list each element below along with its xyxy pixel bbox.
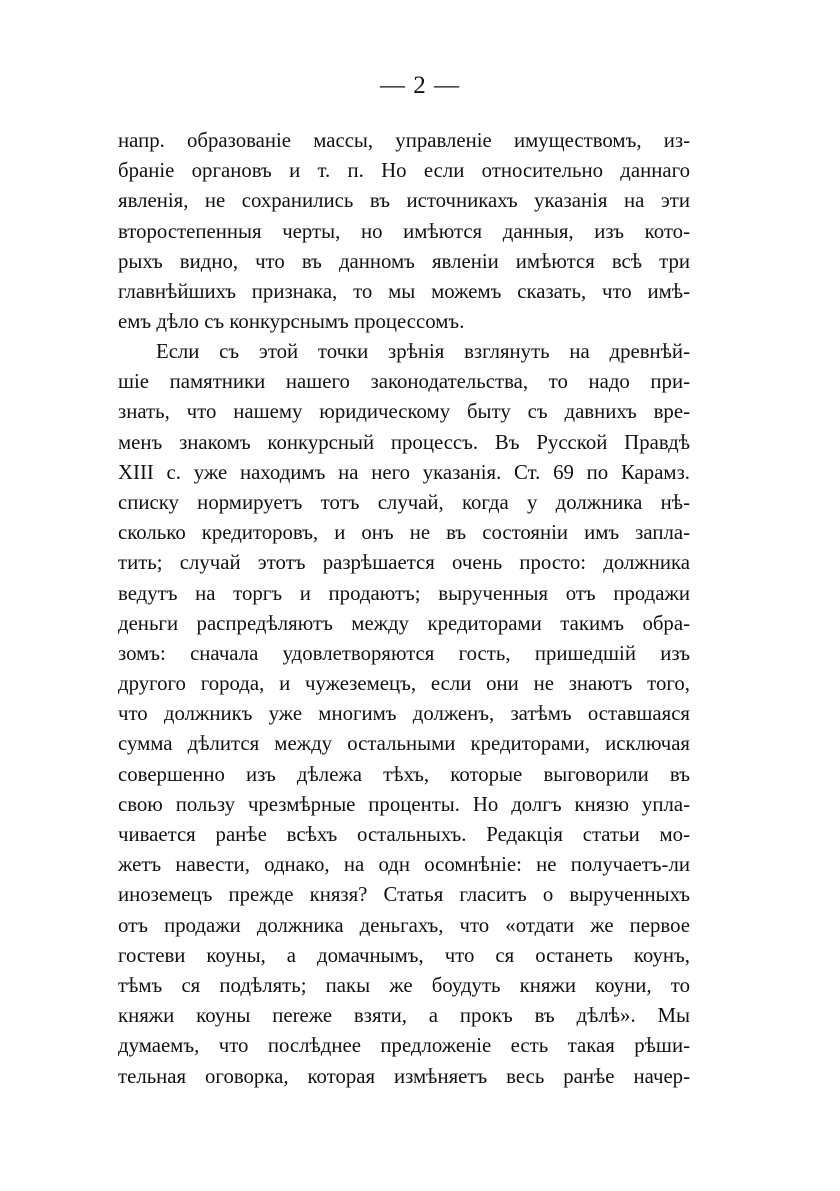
- text-line: напр. образованіе массы, управленіе имуществомъ, из-: [118, 129, 690, 152]
- text-line: княжи коуны пereже взяти, а прокъ въ дѣлѣ». Мы: [118, 1004, 690, 1028]
- text-line: что должникъ уже многимъ долженъ, затѣмъ оставшаяся: [118, 702, 690, 726]
- paragraph-1: [118, 126, 690, 337]
- text-line: явленія, не сохранились въ источникахъ указанія на эти: [118, 189, 690, 213]
- text-line: совершенно изъ дѣлежа тѣхъ, которые выговорили въ: [118, 762, 690, 786]
- text-line: шіе памятники нашего законодательства, то надо при-: [118, 370, 690, 394]
- text-line: рыхъ видно, что въ данномъ явленіи имѣются всѣ три: [118, 249, 690, 273]
- text-line: иноземецъ прежде князя? Статья гласитъ о вырученныхъ: [118, 883, 690, 907]
- text-line: емъ дѣло съ конкурснымъ процессомъ.: [118, 310, 465, 334]
- text-line: ведутъ на торгъ и продаютъ; вырученныя отъ продажи: [118, 581, 690, 605]
- text-line: менъ знакомъ конкурсный процессъ. Въ Русской Правдѣ: [118, 430, 690, 454]
- text-line: второстепенныя черты, но имѣются данныя, изъ кото-: [118, 219, 690, 243]
- text-line: главнѣйшихъ признака, то мы можемъ сказать, что имѣ-: [118, 279, 690, 303]
- text-line: деньги распредѣляютъ между кредиторами такимъ обра-: [118, 611, 690, 635]
- text-line: отъ продажи должника деньгахъ, что «отдати же первое: [118, 913, 690, 937]
- text-line: тельная оговорка, которая измѣняетъ весь ранѣе начер-: [118, 1064, 690, 1088]
- text-line: тѣмъ ся подѣлять; пакы же боудуть княжи коуни, то: [118, 973, 690, 997]
- text-line: жетъ навести, однако, на одн осомнѣніе: не получаетъ-ли: [118, 853, 690, 877]
- text-line: списку нормируетъ тотъ случай, когда у должника нѣ-: [118, 490, 690, 514]
- text-line: думаемъ, что послѣднее предложеніе есть такая рѣши-: [118, 1034, 690, 1058]
- text-line: знать, что нашему юридическому быту съ давнихъ вре-: [118, 400, 690, 424]
- text-line: тить; случай этотъ разрѣшается очень просто: должника: [118, 551, 690, 575]
- text-line: другого города, и чужеземецъ, если они не знаютъ того,: [118, 672, 690, 696]
- text-line: Если съ этой точки зрѣнія взглянуть на древнѣй-: [156, 340, 690, 363]
- paragraph-2: [118, 337, 690, 1092]
- text-line: чивается ранѣе всѣхъ остальныхъ. Редакція статьи мо-: [118, 823, 690, 846]
- text-line: сумма дѣлится между остальными кредиторами, исключая: [118, 732, 690, 756]
- text-line: сколько кредиторовъ, и онъ не въ состояніи имъ запла-: [118, 521, 690, 545]
- text-line: браніе органовъ и т. п. Но если относительно даннаго: [118, 159, 690, 183]
- text-line: свою пользу чрезмѣрные проценты. Но долгъ князю упла-: [118, 792, 690, 816]
- page-number: — 2 —: [380, 72, 460, 99]
- text-line: зомъ: сначала удовлетворяются гость, пришедшій изъ: [118, 641, 690, 665]
- text-line: гостеви коуны, а домачнымъ, что ся останеть коунъ,: [118, 943, 690, 967]
- text-line: XIII с. уже находимъ на него указанія. Ст. 69 по Карамз.: [118, 460, 690, 484]
